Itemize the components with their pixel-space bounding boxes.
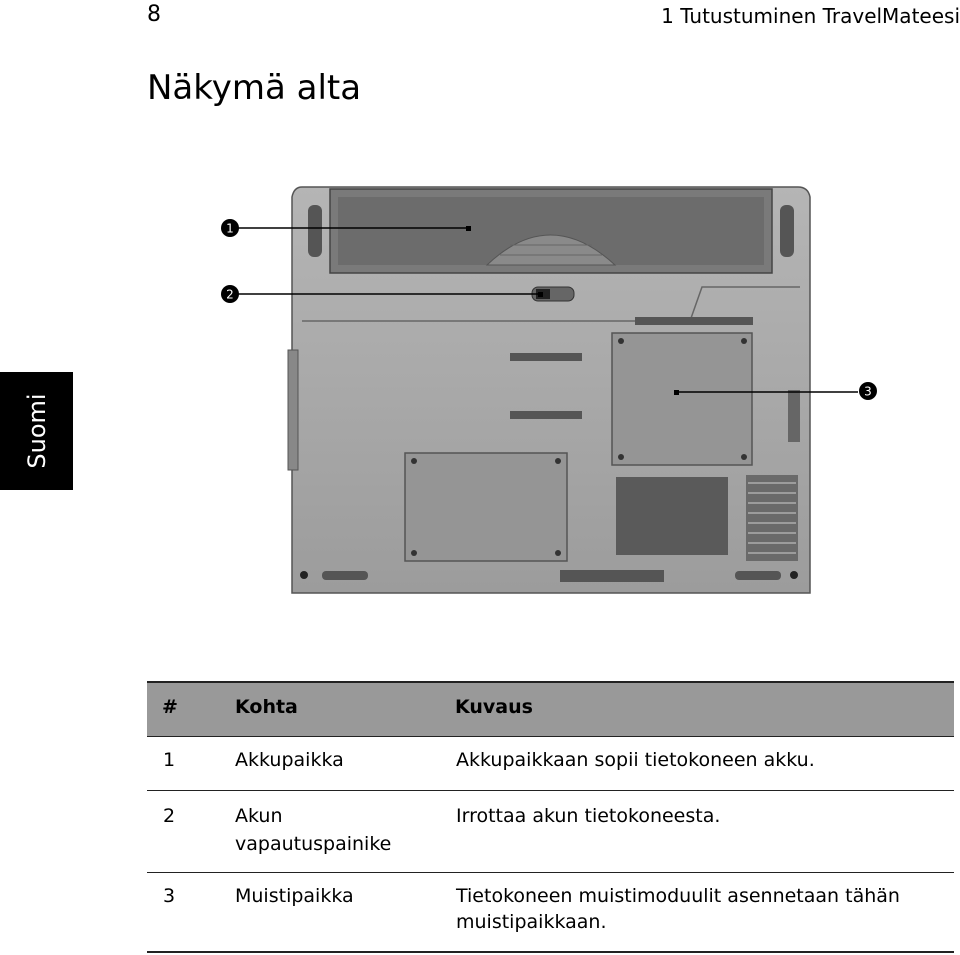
row-3-number: 3 [163, 885, 176, 907]
row-1-number: 1 [163, 749, 176, 771]
language-tab-label: Suomi [22, 393, 51, 469]
memory-compartment [612, 333, 752, 465]
row-divider [147, 872, 954, 873]
foot-right [735, 571, 781, 580]
row-2-item-line-1: Akun [235, 805, 283, 827]
header-number: # [162, 696, 178, 718]
callout-2-label: 2 [226, 287, 234, 302]
battery-latch-left [308, 205, 322, 257]
row-3-item: Muistipaikka [235, 885, 354, 907]
row-2-number: 2 [163, 805, 176, 827]
row-3-description-line-1: Tietokoneen muistimoduulit asennetaan tähän [456, 885, 900, 907]
row-divider [147, 790, 954, 791]
header-item: Kohta [235, 696, 298, 718]
header-description: Kuvaus [455, 696, 533, 718]
language-tab [0, 372, 73, 490]
foot-left [322, 571, 368, 580]
table-header [147, 681, 954, 737]
row-2-item-line-2: vapautuspainike [235, 833, 392, 855]
callout-1-label: 1 [226, 221, 234, 236]
label-sticker [616, 477, 728, 555]
lower-compartment [405, 453, 567, 561]
page-number: 8 [147, 2, 161, 27]
section-title: Näkymä alta [147, 68, 362, 108]
laptop-bottom-illustration [210, 175, 900, 600]
row-3-description-line-2: muistipaikkaan. [456, 911, 607, 933]
callout-3-label: 3 [864, 384, 872, 399]
table-bottom-rule [147, 951, 954, 953]
row-1-description: Akkupaikkaan sopii tietokoneen akku. [456, 749, 815, 771]
row-1-item: Akkupaikka [235, 749, 344, 771]
chapter-title: 1 Tutustuminen TravelMateesi [661, 4, 960, 28]
battery-latch-right [780, 205, 794, 257]
row-2-description: Irrottaa akun tietokoneesta. [456, 805, 721, 827]
